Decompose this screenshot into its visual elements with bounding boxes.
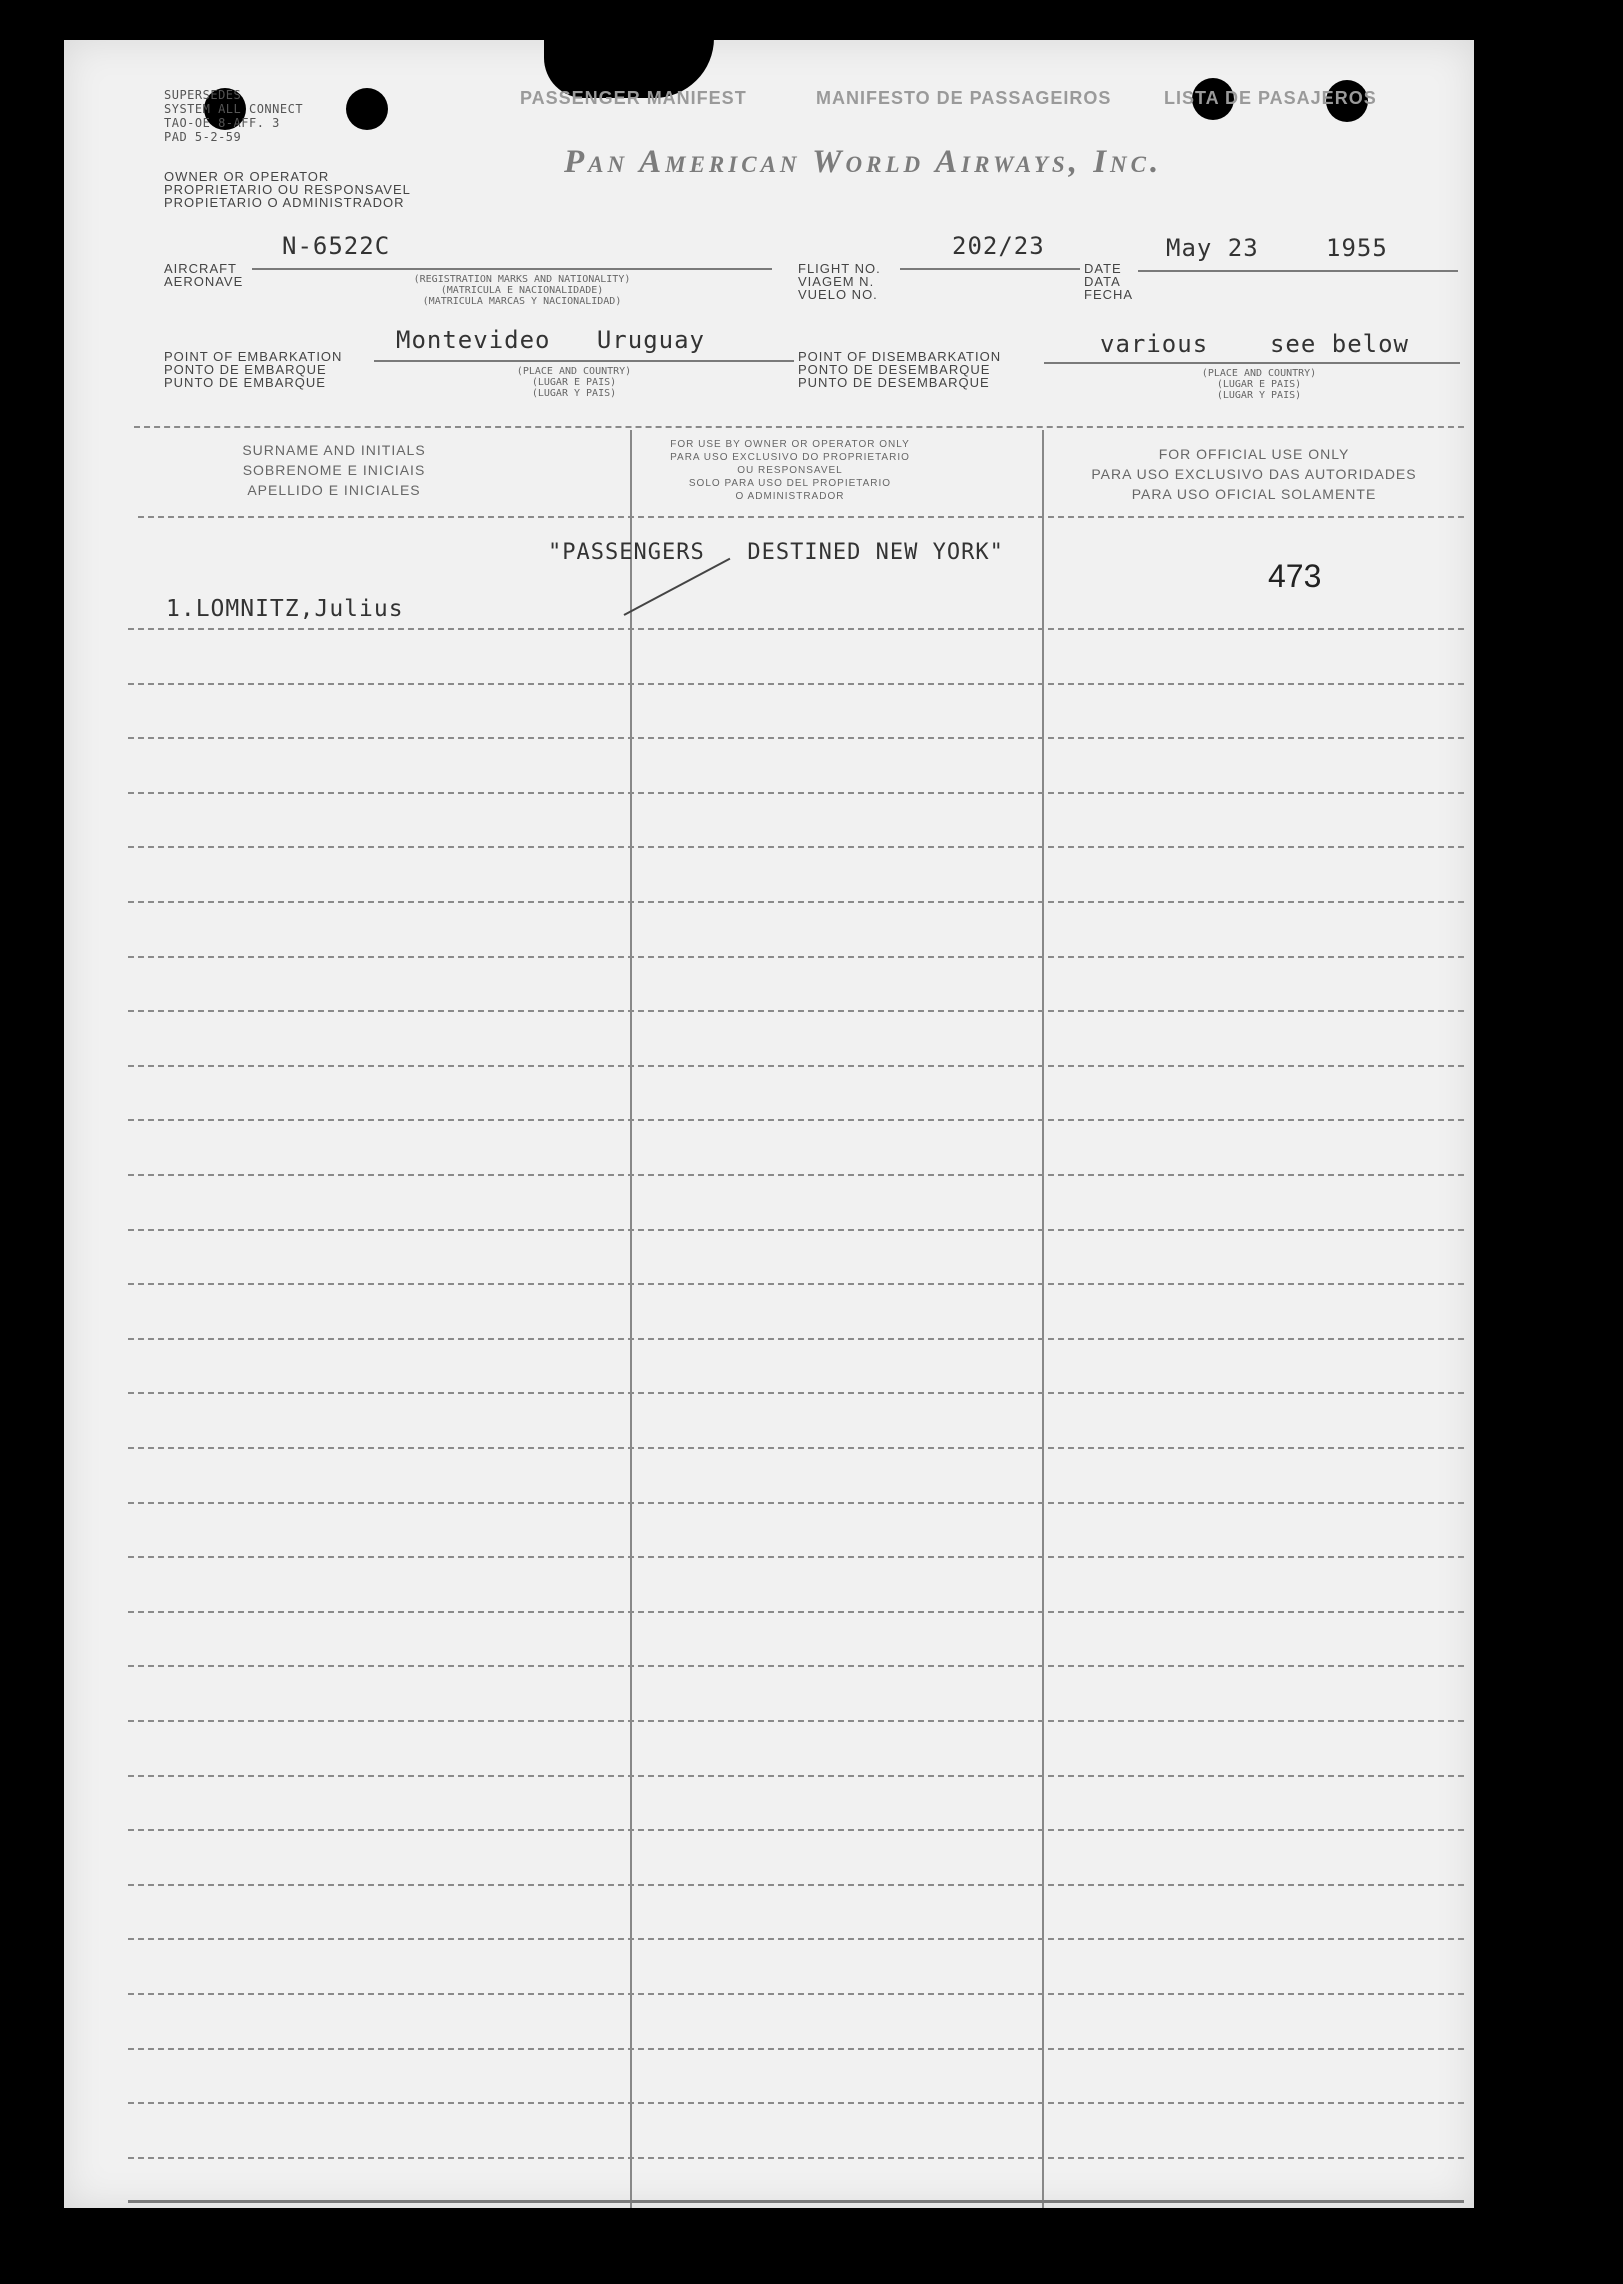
- manifest-title-en: PASSENGER MANIFEST: [520, 88, 747, 108]
- ruled-line: [128, 1174, 1464, 1176]
- ruled-line: [128, 1720, 1464, 1722]
- ruled-line: [128, 1338, 1464, 1340]
- ruled-line: [128, 1119, 1464, 1121]
- ruled-line: [128, 2102, 1464, 2104]
- owner-label: OWNER OR OPERATOR PROPRIETARIO OU RESPONSAVEL PROPIETARIO O ADMINISTRADOR: [164, 169, 411, 210]
- aircraft-value: N-6522C: [282, 232, 391, 260]
- manifest-title-es: LISTA DE PASAJEROS: [1164, 88, 1377, 108]
- disembarkation-underline: [1044, 362, 1460, 364]
- date-value: May 23: [1166, 234, 1259, 262]
- ruled-line: [128, 1556, 1464, 1558]
- embarkation-label: POINT OF EMBARKATION PONTO DE EMBARQUE PUNTO DE EMBARQUE: [164, 349, 343, 390]
- ruled-line: [128, 1884, 1464, 1886]
- column-divider: [630, 430, 632, 2208]
- ruled-line: [128, 1611, 1464, 1613]
- ruled-line: [128, 2048, 1464, 2050]
- ruled-line: [128, 1829, 1464, 1831]
- passenger-entry: 1.LOMNITZ,Julius: [166, 596, 404, 622]
- aircraft-sublabel: (REGISTRATION MARKS AND NATIONALITY) (MATRICULA E NACIONALIDADE) (MATRICULA MARCAS Y NACIONALIDAD): [413, 274, 631, 307]
- destination-note: "PASSENGERS DESTINED NEW YORK": [548, 540, 1004, 565]
- disembarkation-sublabel: (PLACE AND COUNTRY) (LUGAR E PAIS) (LUGAR Y PAIS): [1201, 368, 1317, 401]
- pen-stroke: [624, 558, 731, 616]
- ruled-line: [128, 1775, 1464, 1777]
- ruled-line: [128, 1447, 1464, 1449]
- column-head-owner-use: FOR USE BY OWNER OR OPERATOR ONLY PARA USO EXCLUSIVO DO PROPRIETARIO OU RESPONSAVEL SOLO PARA USO DEL PROPIETARIO O ADMINISTRADOR: [670, 439, 910, 502]
- aircraft-underline: [252, 268, 772, 270]
- ruled-line: [128, 1938, 1464, 1940]
- manifest-sheet: [64, 40, 1474, 2208]
- column-divider: [1042, 430, 1044, 2208]
- embarkation-value: Montevideo Uruguay: [396, 326, 705, 354]
- flight-label: FLIGHT NO. VIAGEM N. VUELO NO.: [798, 261, 881, 302]
- ruled-line: [128, 2157, 1464, 2159]
- ruled-line: [128, 901, 1464, 903]
- ruled-line: [128, 683, 1464, 685]
- ruled-line: [128, 1229, 1464, 1231]
- flight-underline: [900, 268, 1080, 270]
- column-head-official-use: FOR OFFICIAL USE ONLY PARA USO EXCLUSIVO DAS AUTORIDADES PARA USO OFICIAL SOLAMENTE: [1091, 446, 1417, 502]
- embarkation-sublabel: (PLACE AND COUNTRY) (LUGAR E PAIS) (LUGAR Y PAIS): [516, 366, 632, 399]
- ruled-line: [128, 1392, 1464, 1394]
- disembarkation-label: POINT OF DISEMBARKATION PONTO DE DESEMBARQUE PUNTO DE DESEMBARQUE: [798, 349, 1002, 390]
- ruled-line: [128, 1283, 1464, 1285]
- table-top-rule: [134, 426, 1464, 428]
- embarkation-underline: [374, 360, 794, 362]
- ruled-line: [128, 1065, 1464, 1067]
- manifest-title-pt: MANIFESTO DE PASSAGEIROS: [816, 88, 1112, 108]
- table-bottom-rule: [128, 2200, 1464, 2203]
- date-year: 1955: [1326, 234, 1388, 262]
- company-name: Pan American World Airways, Inc.: [564, 144, 1163, 180]
- ruled-line: [128, 628, 1464, 630]
- ruled-line: [128, 1665, 1464, 1667]
- ruled-line: [128, 956, 1464, 958]
- flight-value: 202/23: [952, 232, 1045, 260]
- ruled-line: [128, 1502, 1464, 1504]
- punch-hole: [346, 88, 388, 130]
- ruled-line: [128, 737, 1464, 739]
- column-head-surname: SURNAME AND INITIALS SOBRENOME E INICIAIS APELLIDO E INICIALES: [242, 442, 426, 498]
- aircraft-label: AIRCRAFT AERONAVE: [164, 261, 244, 289]
- date-label: DATE DATA FECHA: [1084, 261, 1134, 302]
- ruled-line: [128, 792, 1464, 794]
- date-underline: [1138, 270, 1458, 272]
- ruled-line: [128, 1993, 1464, 1995]
- ruled-line: [128, 846, 1464, 848]
- table-header-rule: [138, 516, 1464, 518]
- form-code: SUPERSEDES SYSTEM ALL CONNECT TAO-OE 8-AFF. 3 PAD 5-2-59: [164, 88, 304, 144]
- page-stamp-number: 473: [1268, 558, 1322, 594]
- disembarkation-value: various see below: [1100, 330, 1409, 358]
- ruled-line: [128, 1010, 1464, 1012]
